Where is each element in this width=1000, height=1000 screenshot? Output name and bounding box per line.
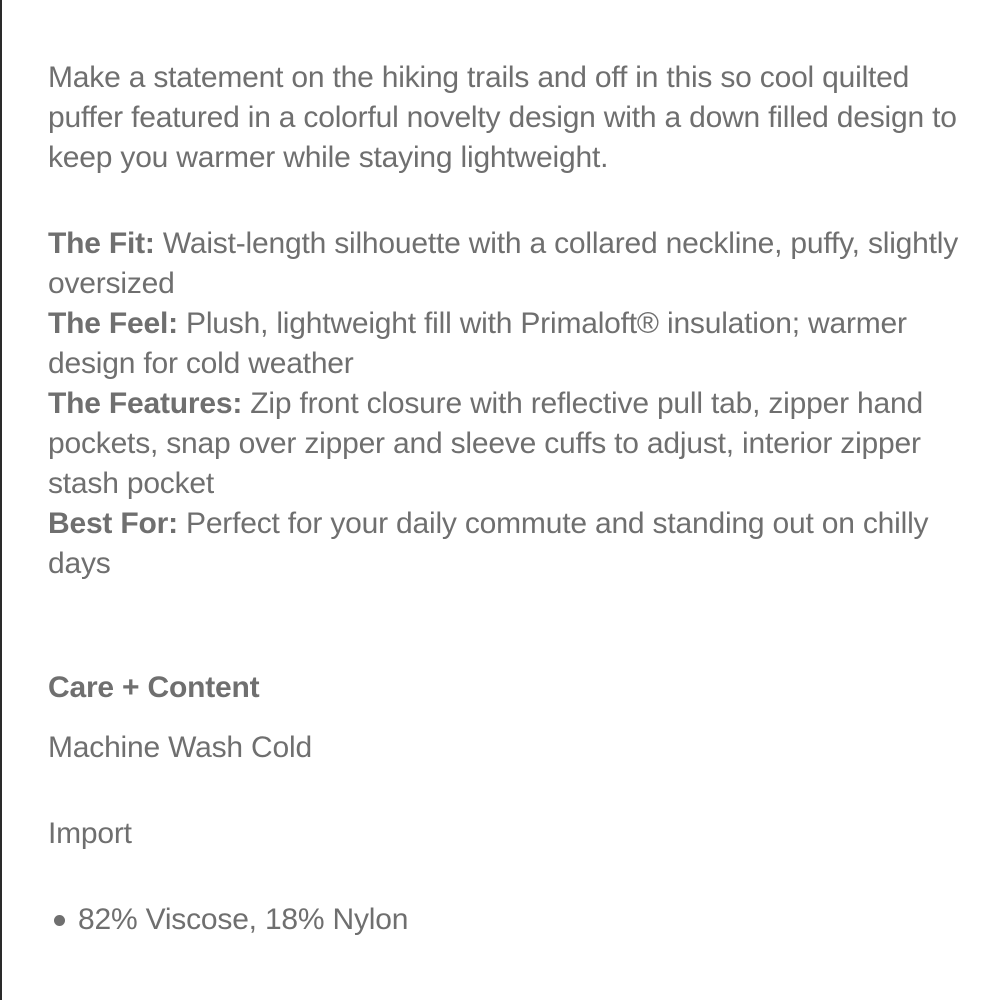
care-origin: Import [48, 817, 132, 850]
material-content-list [48, 900, 968, 940]
care-wash-instruction: Machine Wash Cold [48, 731, 312, 764]
detail-best-for-text: Perfect for your daily commute and standing out on chilly days [48, 507, 929, 580]
detail-fit-label: The Fit: [48, 227, 155, 260]
detail-fit-text: Waist-length silhouette with a collared neckline, puffy, slightly oversized [48, 227, 959, 300]
detail-features [48, 384, 968, 504]
product-intro-paragraph: Make a statement on the hiking trails and off in this so cool quilted puffer featured in a colorful novelty design with a down filled design to keep you warmer while staying lightweight. [48, 61, 957, 174]
product-description-panel [48, 58, 968, 940]
detail-feel [48, 304, 968, 384]
detail-feel-text: Plush, lightweight fill with Primaloft® insulation; warmer design for cold weather [48, 307, 907, 380]
detail-best-for [48, 504, 968, 584]
detail-best-for-label: Best For: [48, 507, 178, 540]
material-list-item [48, 900, 968, 940]
material-list-item-text: 82% Viscose, 18% Nylon [78, 903, 409, 936]
product-details-list [48, 224, 968, 584]
detail-features-text: Zip front closure with reflective pull tab, zipper hand pockets, snap over zipper and sleeve cuffs to adjust, interior zipper stash pocket [48, 387, 923, 500]
bullet-dot-icon [54, 915, 65, 926]
left-border-line [0, 0, 2, 1000]
detail-features-label: The Features: [48, 387, 243, 420]
detail-fit [48, 224, 968, 304]
detail-feel-label: The Feel: [48, 307, 178, 340]
care-content-heading: Care + Content [48, 671, 260, 704]
